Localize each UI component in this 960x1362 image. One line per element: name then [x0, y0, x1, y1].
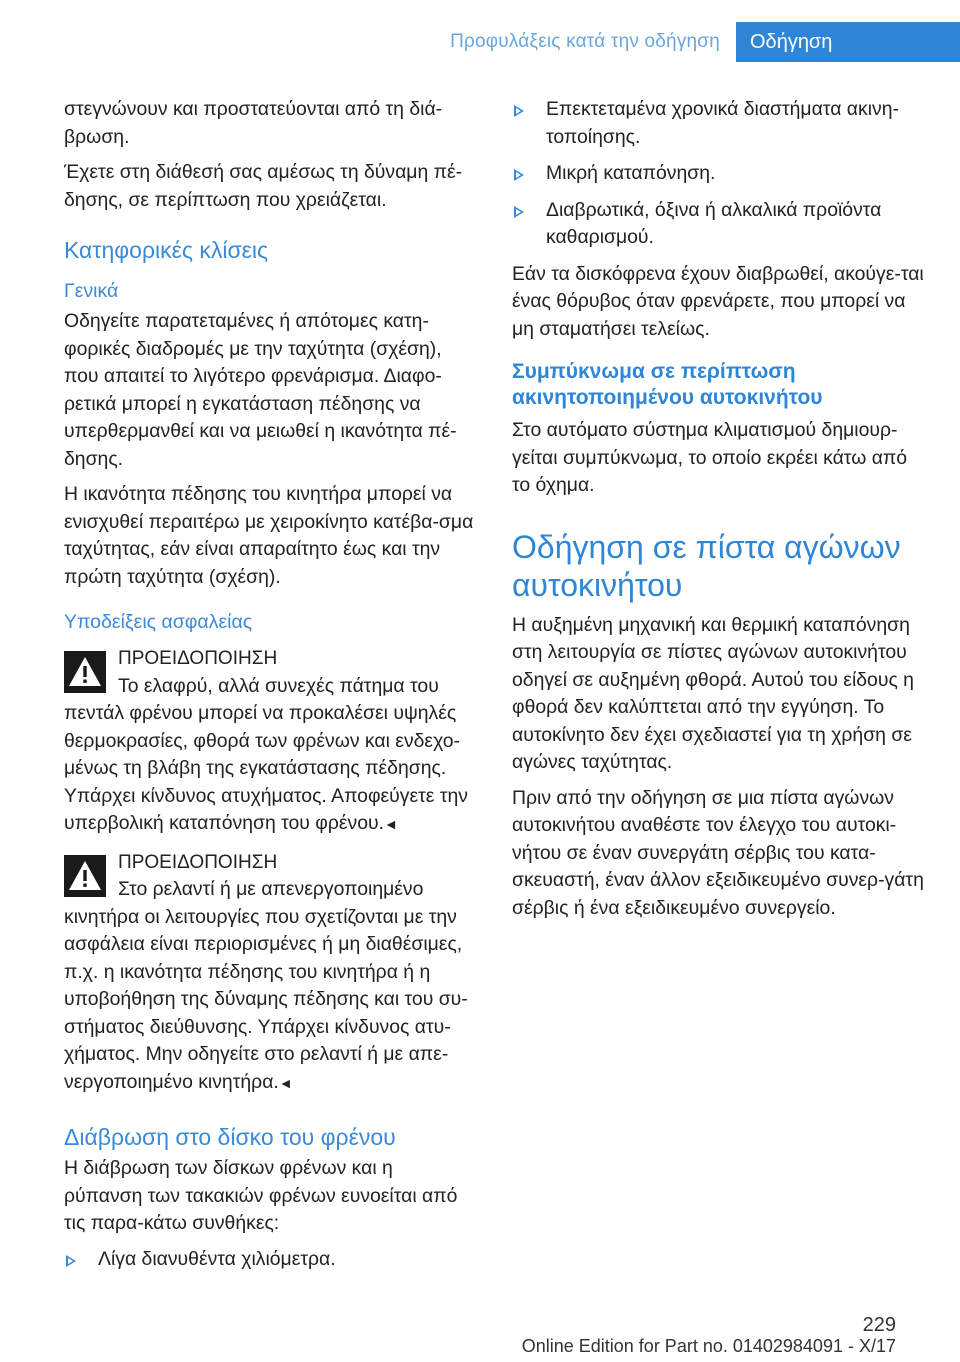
- left-column: [64, 96, 476, 1282]
- paragraph: Πριν από την οδήγηση σε μια πίστα αγώνων αυτοκινήτου αναθέστε τον έλεγχο του αυτοκι-νήτου σε έναν συνεργάτη σέρβις του κατα-σκευαστή, έναν άλλον εξειδικευμένο συνερ-γάτη σέρβις ή ένα εξειδικευμένο συνεργείο.: [512, 786, 924, 919]
- paragraph: Η αυξημένη μηχανική και θερμική καταπόνηση στη λειτουργία σε πίστες αγώνων αυτοκινήτου οδηγεί σε αυξημένη φθορά. Αυτού του είδους η φθορά δεν καλύπτεται από την εγγύηση. Το αυτοκίνητο δεν έχει σχεδιαστεί για τη χρήση σε αγώνες ταχύτητας.: [512, 613, 914, 773]
- header-section-title: Προφυλάξεις κατά την οδήγηση: [450, 31, 720, 52]
- heading-safety-notes: Υποδείξεις ασφαλείας: [64, 611, 253, 633]
- list-item: Λίγα διανυθέντα χιλιόμετρα.: [64, 1246, 476, 1274]
- warning-triangle-icon: [64, 855, 106, 897]
- footer-edition: Online Edition for Part no. 01402984091 - X/17: [521, 1336, 896, 1356]
- paragraph: Η διάβρωση των δίσκων φρένων και η ρύπανση των τακακιών φρένων ευνοείται από τις παρα-κάτω συνθήκες:: [64, 1157, 458, 1234]
- heading-condensation: Συμπύκνωμα σε περίπτωση ακινητοποιημένου αυτοκινήτου: [512, 360, 823, 409]
- paragraph: Έχετε στη διάθεσή σας αμέσως τη δύναμη πέ-δησης, σε περίπτωση που χρειάζεται.: [64, 161, 463, 211]
- page-header: [0, 0, 960, 62]
- warning-text: Το ελαφρύ, αλλά συνεχές πάτημα του πεντάλ φρένου μπορεί να προκαλέσει υψηλές θερμοκρασίες, φθορά των φρένων και ενδεχο-μένως τη βλάβη της εγκατάστασης πέδησης. Υπάρχει κίνδυνος ατυχήματος. Αποφεύγετε την υπερβολική καταπόνηση του φρένου.: [64, 674, 468, 834]
- heading-downhill: Κατηφορικές κλίσεις: [64, 237, 269, 263]
- warning-block: [64, 849, 476, 1098]
- bullet-list: [64, 1246, 476, 1274]
- paragraph: Στο αυτόματο σύστημα κλιματισμού δημιουρ-γείται συμπύκνωμα, το οποίο εκρέει κάτω από το όχημα.: [512, 419, 908, 496]
- paragraph: Εάν τα δισκόφρενα έχουν διαβρωθεί, ακούγε-ται ένας θόρυβος όταν φρενάρετε, που μπορεί να μη σταματήσει τελείως.: [512, 262, 924, 340]
- warning-block: [64, 645, 476, 839]
- paragraph: Οδηγείτε παρατεταμένες ή απότομες κατη-φορικές διαδρομές με την ταχύτητα (σχέση), που απαιτεί το λιγότερο φρενάρισμα. Διαφο-ρετικά μπορεί η εγκατάσταση πέδησης να υπερθερμανθεί και να μειωθεί η ικανότητα πέ-δησης.: [64, 310, 457, 470]
- end-mark: ◄: [384, 816, 398, 832]
- heading-brake-disc-corrosion: Διάβρωση στο δίσκο του φρένου: [64, 1124, 396, 1150]
- bullet-triangle-icon: [514, 169, 524, 181]
- warning-text: Στο ρελαντί ή με απενεργοποιημένο κινητήρα οι λειτουργίες που σχετίζονται με την ασφάλεια είναι περιορισμένες ή μη διαθέσιμες, π.χ. η ικανότητα πέδησης του κινητήρα ή η υποβοήθηση της δύναμης πέδησης και του συ-στήματος διεύθυνσης. Υπάρχει κίνδυνος ατυ-χήματος. Μην οδηγείτε στο ρελαντί ή με απε-νεργοποιημένο κινητήρα.: [64, 878, 468, 1093]
- bullet-triangle-icon: [514, 206, 524, 218]
- bullet-list: [512, 96, 924, 252]
- page-number: 229: [862, 1314, 896, 1336]
- warning-title: ΠΡΟΕΙΔΟΠΟΙΗΣΗ: [118, 648, 278, 669]
- list-item: Μικρή καταπόνηση.: [512, 160, 924, 188]
- list-item: Διαβρωτικά, όξινα ή αλκαλικά προϊόντα καθαρισμού.: [512, 197, 924, 252]
- end-mark: ◄: [278, 1074, 293, 1091]
- right-column: [512, 96, 924, 930]
- header-chapter-tab: Οδήγηση: [736, 22, 960, 62]
- warning-title: ΠΡΟΕΙΔΟΠΟΙΗΣΗ: [118, 851, 278, 873]
- heading-general: Γενικά: [64, 280, 119, 302]
- bullet-triangle-icon: [514, 105, 524, 117]
- warning-triangle-icon: [64, 651, 106, 693]
- paragraph: Η ικανότητα πέδησης του κινητήρα μπορεί να ενισχυθεί περαιτέρω με χειροκίνητο κατέβα-σμα ταχύτητας, εάν είναι απαραίτητο έως και την πρώτη ταχύτητα (σχέση).: [64, 483, 474, 588]
- bullet-triangle-icon: [66, 1255, 76, 1267]
- paragraph: στεγνώνουν και προστατεύονται από τη διά-βρωση.: [64, 98, 443, 148]
- list-item: Επεκτεταμένα χρονικά διαστήματα ακινη-τοποίησης.: [512, 96, 924, 151]
- heading-race-track: Οδήγηση σε πίστα αγώνων αυτοκινήτου: [512, 528, 901, 603]
